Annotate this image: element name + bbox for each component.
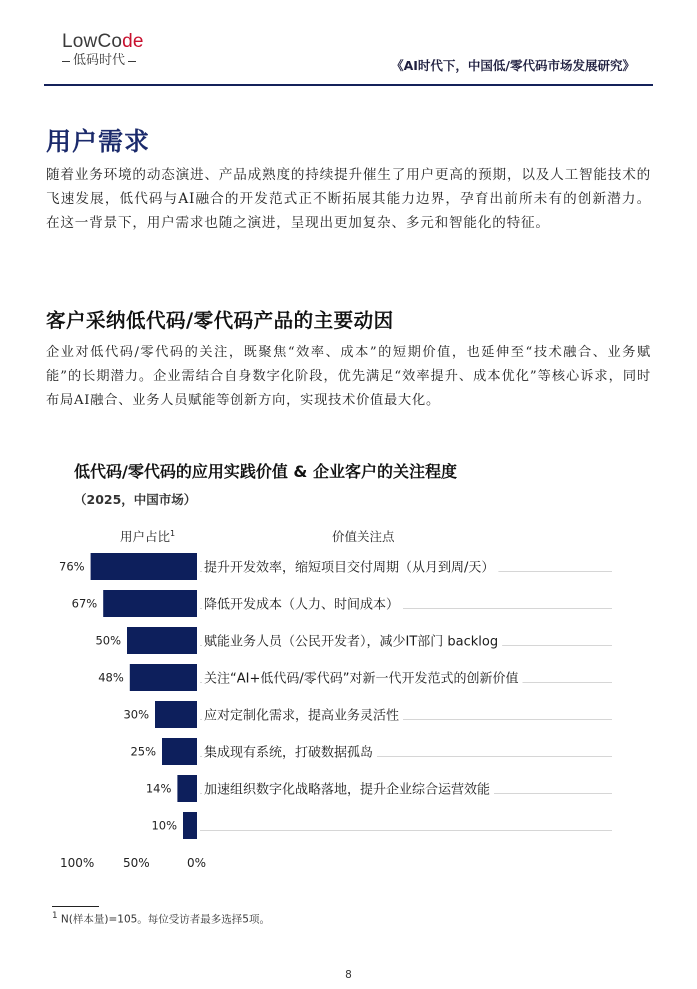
chart-title: 低代码/零代码的应用实践价值 & 企业客户的关注程度 [74,462,457,481]
category-label: 提升开发效率，缩短项目交付周期（从月到周/天） [204,560,495,576]
category-label: 集成现有系统，打破数据孤岛 [204,745,374,761]
report-title: 《AI时代下，中国低/零代码市场发展研究》 [391,58,635,73]
category-label: 加速组织数字化战略落地，提升企业综合运营效能 [204,782,491,798]
subsection-paragraph: 企业对低代码/零代码的关注，既聚焦“效率、成本”的短期价值，也延伸至“技术融合、业务赋能”的长期潜力。企业需结合自身数字化阶段，优先满足“效率提升、成本优化”等核心诉求，同时布局AI融合、业务人员赋能等创新方向，实现技术价值最大化。 [46,345,651,408]
category-label: 关注“AI+低代码/零代码”对新一代开发范式的创新价值 [204,671,519,687]
x-tick-label: 100% [60,856,95,870]
section-heading: 用户需求 [46,127,151,156]
bar [91,553,197,580]
bar [130,664,197,691]
bar-value-label: 50% [95,633,121,648]
subsection-heading: 客户采纳低代码/零代码产品的主要动因 [46,309,394,332]
bar-value-label: 67% [71,596,98,611]
bar [183,812,197,839]
footnote-marker: 1 [170,528,176,538]
logo-subtitle: 低码时代 [62,54,158,68]
bar [155,701,197,728]
bar [177,775,197,802]
bar-value-label: 76% [59,559,85,574]
bar [162,738,197,765]
footnote-divider [52,906,99,907]
footnote: $^1$ N(样本量)=105。每位受访者最多选择5项。 [52,911,270,926]
bar [103,590,197,617]
user-share-column-header: 用户占比$^1$ [120,528,176,544]
bar-value-label: 25% [130,744,156,759]
bar [127,627,197,654]
lowcode-logo [62,32,158,68]
x-tick-label: 0% [187,856,207,870]
section-intro-paragraph: 随着业务环境的动态演进、产品成熟度的持续提升催生了用户更高的预期，以及人工智能技术的飞速发展，低代码与AI融合的开发范式正不断拓展其能力边界，孕育出前所未有的创新潜力。在这一背景下，用户需求也随之演进，呈现出更加复杂、多元和智能化的特征。 [46,167,651,231]
logo-wordmark: LowCode [62,31,144,52]
category-label: 应对定制化需求，提高业务灵活性 [204,708,400,724]
category-label: 赋能业务人员（公民开发者），减少IT部门 backlog [204,634,499,650]
x-tick-label: 50% [123,856,150,870]
page-number: 8 [345,969,352,981]
value-focus-column-header: 价值关注点 [332,529,395,544]
bar-chart [0,540,697,840]
bar-value-label: 10% [151,818,177,833]
bar-value-label: 48% [98,670,124,685]
chart-subtitle: （2025，中国市场） [74,492,197,507]
category-label: 降低开发成本（人力、时间成本） [204,597,400,613]
header-divider [44,84,653,86]
bar-value-label: 30% [123,707,149,722]
bar-value-label: 14% [145,781,172,796]
